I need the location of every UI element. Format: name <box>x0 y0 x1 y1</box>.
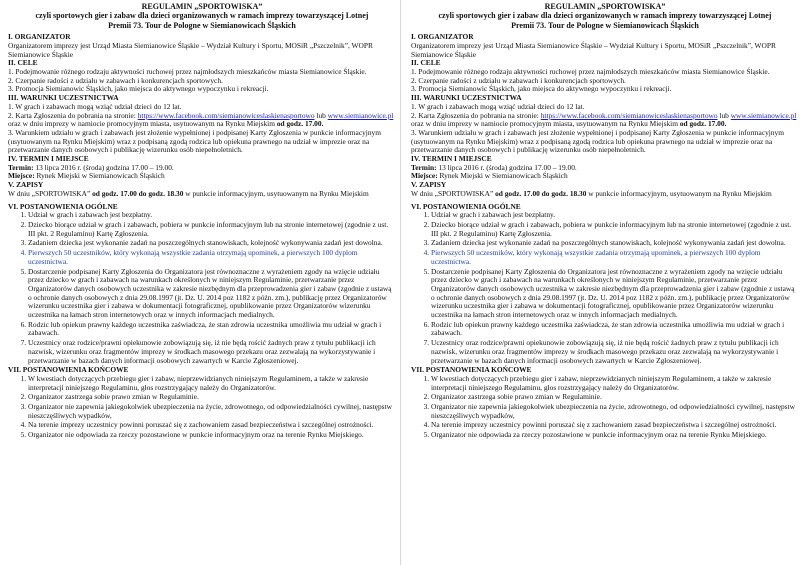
section-heading-goals: II. CELE <box>8 58 38 68</box>
list-item: 4. Na terenie imprezy uczestnicy powinni poruszać się z zachowaniem zasad bezpieczeństwa i szczególnej ostrożności. <box>431 421 799 430</box>
general-provisions-list <box>411 211 799 365</box>
condition-item-2-time: od godz. 17.00. <box>276 119 324 129</box>
regulations-column-right <box>411 2 799 562</box>
list-item: 2. Dziecko biorące udział w grach i zabawach, pobiera w punkcie informacyjnym lub na stronie internetowej (zgodnie z ust. III pkt. 2 Regulaminu) Kartę Zgłoszenia. <box>431 221 799 238</box>
page-divider <box>400 0 401 565</box>
list-item: 2. Organizator zastrzega sobie prawo zmian w Regulaminie. <box>28 393 396 402</box>
condition-item-2-rest: oraz w dniu imprezy w namiocie promocyjnym miasta, usytuowanym na Rynku Miejskim <box>8 119 277 129</box>
section-heading-conditions: III. WARUNKI UCZESTNICTWA <box>411 93 522 103</box>
list-item: 4. Na terenie imprezy uczestnicy powinni poruszać się z zachowaniem zasad bezpieczeństwa i szczególnej ostrożności. <box>28 421 396 430</box>
section-heading-general: VI. POSTANOWIENIA OGÓLNE <box>8 201 118 211</box>
list-item: 4. Pierwszych 50 uczestników, który wykonają wszystkie zadania otrzymają upominek, a pierwszych 100 dyplom uczestnictwa. <box>28 249 396 266</box>
condition-item-2 <box>8 112 396 129</box>
city-website-link[interactable]: www.siemianowice.pl <box>730 110 797 120</box>
regulations-column-left <box>8 2 396 562</box>
registration-hours: od godz. 17.00 do godz. 18.30 <box>495 188 587 198</box>
list-item: 6. Rodzic lub opiekun prawny każdego uczestnika zaświadcza, że stan zdrowia uczestnika umożliwia mu udział w grach i zabawach. <box>431 321 799 338</box>
condition-item-2-rest: oraz w dniu imprezy w namiocie promocyjnym miasta, usytuowanym na Rynku Miejskim <box>411 119 680 129</box>
registration-text <box>8 190 396 199</box>
list-item: 5. Organizator nie odpowiada za rzeczy pozostawione w punkcie informacyjnym oraz na terenie Rynku Miejskiego. <box>431 431 799 440</box>
list-item: 7. Uczestnicy oraz rodzice/prawni opiekunowie zobowiązują się, iż nie będą rościć żadnych praw z tytułu publikacji ich nazwisk, wizerunku oraz fragmentów imprezy w środkach masowego przekazu oraz zezwalają na wykorzystywanie i przetwarzanie w bazach danych informacji osobowych zawartych w Karcie Zgłoszeniowej. <box>28 339 396 365</box>
title-line-2: czyli sportowych gier i zabaw dla dzieci organizowanych w ramach imprezy towarzyszącej Lotnej <box>35 11 369 21</box>
title-line-1: REGULAMIN „SPORTOWISKA” <box>544 2 666 11</box>
final-provisions-list <box>8 375 396 440</box>
list-item: 6. Rodzic lub opiekun prawny każdego uczestnika zaświadcza, że stan zdrowia uczestnika umożliwia mu udział w grach i zabawach. <box>28 321 396 338</box>
term-value: 13 lipca 2016 r. (środa) godzina 17.00 – 19.00. <box>33 162 174 172</box>
city-website-link[interactable]: www.siemianowice.pl <box>327 110 394 120</box>
title-line-3: Premii 73. Tour de Pologne w Siemianowicach Śląskich <box>108 20 296 30</box>
condition-item-2 <box>411 112 799 129</box>
place-line <box>411 172 799 181</box>
registration-suffix: w punkcie informacyjnym, usytuowanym na Rynku Miejskim <box>183 188 369 198</box>
list-item: 1. W kwestiach dotyczących przebiegu gier i zabaw, nieprzewidzianych niniejszym Regulaminem, a także w zakresie interpretacji niniejszego Regulaminu, głos rozstrzygający należy do Organizatorów. <box>28 375 396 392</box>
organizer-text: Organizatorem imprezy jest Urząd Miasta Siemianowice Śląskie – Wydział Kultury i Sportu, MOSiR „Pszczelnik”, WOPR Siemianowice Śląskie <box>8 40 373 59</box>
term-value: 13 lipca 2016 r. (środa) godzina 17.00 – 19.00. <box>436 162 577 172</box>
general-provisions-list <box>8 211 396 365</box>
list-item: 1. W kwestiach dotyczących przebiegu gier i zabaw, nieprzewidzianych niniejszym Regulaminem, a także w zakresie interpretacji niniejszego Regulaminu, głos rozstrzygający należy do Organizatorów. <box>431 375 799 392</box>
title-line-3: Premii 73. Tour de Pologne w Siemianowicach Śląskich <box>511 20 699 30</box>
term-label: Termin: <box>8 162 34 172</box>
condition-item-1: 1. W grach i zabawach mogą wziąć udział dzieci do 12 lat. <box>411 101 585 111</box>
section-heading-date-place: IV. TERMIN I MIEJSCE <box>8 154 89 164</box>
list-item: 3. Zadaniem dziecka jest wykonanie zadań na poszczególnych stanowiskach, kolejność wykonywania zadań jest dowolna. <box>431 239 799 248</box>
title-line-1: REGULAMIN „SPORTOWISKA” <box>141 2 263 11</box>
goal-item: 2. Czerpanie radości z udziału w zabawach i konkurencjach sportowych. <box>8 75 223 85</box>
section-heading-final: VII. POSTANOWIENIA KOŃCOWE <box>411 365 532 375</box>
goal-item: 3. Promocja Siemianowic Śląskich, jako miejsca do aktywnego wypoczynku i rekreacji. <box>411 84 672 94</box>
place-value: Rynek Miejski w Siemianowicach Śląskich <box>437 171 568 181</box>
organizer-text: Organizatorem imprezy jest Urząd Miasta Siemianowice Śląskie – Wydział Kultury i Sportu, MOSiR „Pszczelnik”, WOPR Siemianowice Śląskie <box>411 40 776 59</box>
place-label: Miejsce: <box>411 171 438 181</box>
condition-item-2-prefix: 2. Karta Zgłoszenia do pobrania na stronie: <box>8 110 138 120</box>
list-item: 2. Organizator zastrzega sobie prawo zmian w Regulaminie. <box>431 393 799 402</box>
section-heading-date-place: IV. TERMIN I MIEJSCE <box>411 154 492 164</box>
list-item: 5. Organizator nie odpowiada za rzeczy pozostawione w punkcie informacyjnym oraz na terenie Rynku Miejskiego. <box>28 431 396 440</box>
list-item: 7. Uczestnicy oraz rodzice/prawni opiekunowie zobowiązują się, iż nie będą rościć żadnych praw z tytułu publikacji ich nazwisk, wizerunku oraz fragmentów imprezy w środkach masowego przekazu oraz zezwalają na wykorzystywanie i przetwarzanie w bazach danych informacji osobowych zawartych w Karcie Zgłoszeniowej. <box>431 339 799 365</box>
term-label: Termin: <box>411 162 437 172</box>
place-label: Miejsce: <box>8 171 35 181</box>
goal-item: 1. Podejmowanie różnego rodzaju aktywności ruchowej przez najmłodszych mieszkańców miasta Siemianowice Śląskie. <box>8 67 367 77</box>
list-item: 4. Pierwszych 50 uczestników, który wykonają wszystkie zadania otrzymają upominek, a pierwszych 100 dyplom uczestnictwa. <box>431 249 799 266</box>
list-item: 2. Dziecko biorące udział w grach i zabawach, pobiera w punkcie informacyjnym lub na stronie internetowej (zgodnie z ust. III pkt. 2 Regulaminu) Kartę Zgłoszenia. <box>28 221 396 238</box>
registration-suffix: w punkcie informacyjnym, usytuowanym na Rynku Miejskim <box>586 188 772 198</box>
list-item: 1. Udział w grach i zabawach jest bezpłatny. <box>431 211 799 220</box>
goal-item: 2. Czerpanie radości z udziału w zabawach i konkurencjach sportowych. <box>411 75 626 85</box>
list-item: 3. Organizator nie zapewnia jakiegokolwiek ubezpieczenia na życie, zdrowotnego, od odpowiedzialności cywilnej, następstw nieszczęśliwych wypadków, <box>431 403 799 420</box>
section-heading-organizer: I. ORGANIZATOR <box>411 32 474 42</box>
section-heading-registration: V. ZAPISY <box>8 180 44 190</box>
condition-item-2-mid: lub <box>717 110 731 120</box>
title-line-2: czyli sportowych gier i zabaw dla dzieci organizowanych w ramach imprezy towarzyszącej Lotnej <box>438 11 772 21</box>
condition-item-3: 3. Warunkiem udziału w grach i zabawach jest złożenie wypełnionej i podpisanej Karty Zgłoszenia w punkcie informacyjnym (usytuowanym na Rynku Miejskim) wraz z podpisaną zgodą rodzica lub opiekuna prawnego na udział w imprezie oraz na przetwarzanie danych osobowych i publikację wizerunku osób niepełnoletnich. <box>8 127 381 155</box>
list-item: 5. Dostarczenie podpisanej Karty Zgłoszenia do Organizatora jest równoznaczne z wyrażeniem zgody na wzięcie udziału przez dziecko w grach i zabawach na warunkach określonych w niniejszym Regulaminie, przetwarzanie przez Organizatorów danych osobowych uczestnika w zakresie niezbędnym dla przeprowadzenia gier i zabaw (zgodnie z ustawą o ochronie danych osobowych z dnia 29.08.1997 (jt. Dz. U. 2014 poz 1182 z późn. zm.), publikację przez Organizatorów wizerunku uczestnika gier i zabawa w dokumentacji fotograficznej, opublikowanie przez Organizatorów wizerunku uczestnika na łamach stron internetowych oraz w innych informacjach medialnych. <box>28 268 396 320</box>
condition-item-1: 1. W grach i zabawach mogą wziąć udział dzieci do 12 lat. <box>8 101 182 111</box>
condition-item-3: 3. Warunkiem udziału w grach i zabawach jest złożenie wypełnionej i podpisanej Karty Zgłoszenia w punkcie informacyjnym (usytuowanym na Rynku Miejskim) wraz z podpisaną zgodą rodzica lub opiekuna prawnego na udział w imprezie oraz na przetwarzanie danych osobowych i publikację wizerunku osób niepełnoletnich. <box>411 127 784 155</box>
condition-item-2-prefix: 2. Karta Zgłoszenia do pobrania na stronie: <box>411 110 541 120</box>
section-heading-goals: II. CELE <box>411 58 441 68</box>
final-provisions-list <box>411 375 799 440</box>
section-heading-general: VI. POSTANOWIENIA OGÓLNE <box>411 201 521 211</box>
goal-item: 3. Promocja Siemianowic Śląskich, jako miejsca do aktywnego wypoczynku i rekreacji. <box>8 84 269 94</box>
section-heading-registration: V. ZAPISY <box>411 180 447 190</box>
registration-prefix: W dniu „SPORTOWISKA” <box>8 188 93 198</box>
facebook-link[interactable]: https://www.facebook.com/siemianowiceslaskienasportowo <box>137 110 315 120</box>
place-value: Rynek Miejski w Siemianowicach Śląskich <box>34 171 165 181</box>
list-item: 1. Udział w grach i zabawach jest bezpłatny. <box>28 211 396 220</box>
section-heading-conditions: III. WARUNKI UCZESTNICTWA <box>8 93 119 103</box>
condition-item-2-mid: lub <box>314 110 328 120</box>
document-title <box>8 2 396 30</box>
condition-item-2-time: od godz. 17.00. <box>679 119 727 129</box>
registration-text <box>411 190 799 199</box>
registration-prefix: W dniu „SPORTOWISKA” <box>411 188 496 198</box>
document-title <box>411 2 799 30</box>
section-heading-final: VII. POSTANOWIENIA KOŃCOWE <box>8 365 129 375</box>
list-item: 3. Zadaniem dziecka jest wykonanie zadań na poszczególnych stanowiskach, kolejność wykonywania zadań jest dowolna. <box>28 239 396 248</box>
registration-hours: od godz. 17.00 do godz. 18.30 <box>92 188 184 198</box>
section-heading-organizer: I. ORGANIZATOR <box>8 32 71 42</box>
list-item: 5. Dostarczenie podpisanej Karty Zgłoszenia do Organizatora jest równoznaczne z wyrażeniem zgody na wzięcie udziału przez dziecko w grach i zabawach na warunkach określonych w niniejszym Regulaminie, przetwarzanie przez Organizatorów danych osobowych uczestnika w zakresie niezbędnym dla przeprowadzenia gier i zabaw (zgodnie z ustawą o ochronie danych osobowych z dnia 29.08.1997 (jt. Dz. U. 2014 poz 1182 z późn. zm.), publikację przez Organizatorów wizerunku uczestnika gier i zabawa w dokumentacji fotograficznej, opublikowanie przez Organizatorów wizerunku uczestnika na łamach stron internetowych oraz w innych informacjach medialnych. <box>431 268 799 320</box>
place-line <box>8 172 396 181</box>
facebook-link[interactable]: https://www.facebook.com/siemianowiceslaskienasportowo <box>540 110 718 120</box>
list-item: 3. Organizator nie zapewnia jakiegokolwiek ubezpieczenia na życie, zdrowotnego, od odpowiedzialności cywilnej, następstw nieszczęśliwych wypadków, <box>28 403 396 420</box>
goal-item: 1. Podejmowanie różnego rodzaju aktywności ruchowej przez najmłodszych mieszkańców miasta Siemianowice Śląskie. <box>411 67 770 77</box>
